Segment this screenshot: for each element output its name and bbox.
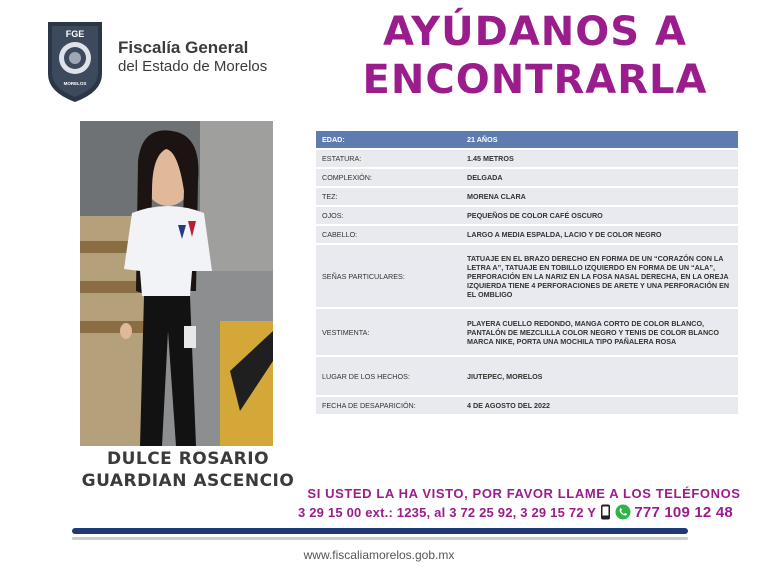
detail-label: COMPLEXIÓN: [316,169,461,186]
detail-row [316,188,738,205]
phone-icon [600,504,611,523]
badge-bottom-text: MORELOS [63,81,87,86]
whatsapp-icon [615,504,631,523]
org-line1: Fiscalía General [118,38,249,57]
detail-label: SEÑAS PARTICULARES: [316,245,461,307]
detail-label: TEZ: [316,188,461,205]
detail-row [316,245,738,307]
cta-heading: SI USTED LA HA VISTO, POR FAVOR LLAME A LOS TELÉFONOS [307,486,741,501]
detail-value: PEQUEÑOS DE COLOR CAFÉ OSCURO [461,207,738,224]
detail-row [316,150,738,167]
detail-value: 21 AÑOS [461,131,738,148]
name-line2: GUARDIAN ASCENCIO [81,471,295,491]
detail-row [316,226,738,243]
detail-row [316,357,738,395]
detail-value: JIUTEPEC, MORELOS [461,357,738,395]
fge-logo [44,18,106,104]
footer-bar [72,528,688,534]
website-link[interactable]: www.fiscaliamorelos.gob.mx [303,548,455,562]
detail-value: MORENA CLARA [461,188,738,205]
detail-label: OJOS: [316,207,461,224]
whatsapp-number: 777 109 12 48 [634,504,733,521]
missing-person-name [70,448,306,492]
headline-line2: ENCONTRARLA [362,57,708,103]
detail-value: TATUAJE EN EL BRAZO DERECHO EN FORMA DE UN “CORAZÓN CON LA LETRA A”, TATUAJE EN TOBILLO IZQUIERDO EN FORMA DE UN “ALA”, PERFORACIÓN EN LA NARIZ EN LA FOSA NASAL DERECHA, EN LA OREJA IZQUIERDA TIENE 4 PERFORACIONES DE ARETE Y UNA PERFORACIÓN EN EL OMBLIGO [461,245,738,307]
detail-label: CABELLO: [316,226,461,243]
detail-value: 1.45 METROS [461,150,738,167]
cta-phones [298,504,750,523]
missing-person-photo [80,121,273,446]
organization-name [118,38,267,76]
detail-value: PLAYERA CUELLO REDONDO, MANGA CORTO DE COLOR BLANCO, PANTALÓN DE MEZCLILLA COLOR NEGRO Y TENIS DE COLOR BLANCO MARCA NIKE, PORTA UNA MOCHILA TIPO PAÑALERA ROSA [461,309,738,355]
headline-line1: AYÚDANOS A [383,9,687,55]
detail-value: LARGO A MEDIA ESPALDA, LACIO Y DE COLOR NEGRO [461,226,738,243]
detail-row [316,397,738,414]
name-line1: DULCE ROSARIO [106,449,270,469]
badge-text: FGE [65,29,85,39]
detail-row [316,207,738,224]
detail-row [316,309,738,355]
detail-value: 4 DE AGOSTO DEL 2022 [461,397,738,414]
headline [330,8,740,104]
detail-label: FECHA DE DESAPARICIÓN: [316,397,461,414]
detail-value: DELGADA [461,169,738,186]
detail-label: VESTIMENTA: [316,309,461,355]
phone-numbers: 3 29 15 00 ext.: 1235, al 3 72 25 92, 3 29 15 72 Y [298,505,596,520]
details-body [316,131,738,414]
detail-label: ESTATURA: [316,150,461,167]
details-table [316,129,738,416]
detail-row [316,131,738,148]
detail-label: LUGAR DE LOS HECHOS: [316,357,461,395]
detail-row [316,169,738,186]
detail-label: EDAD: [316,131,461,148]
footer-bar-secondary [72,537,688,540]
org-line2: del Estado de Morelos [118,58,268,75]
